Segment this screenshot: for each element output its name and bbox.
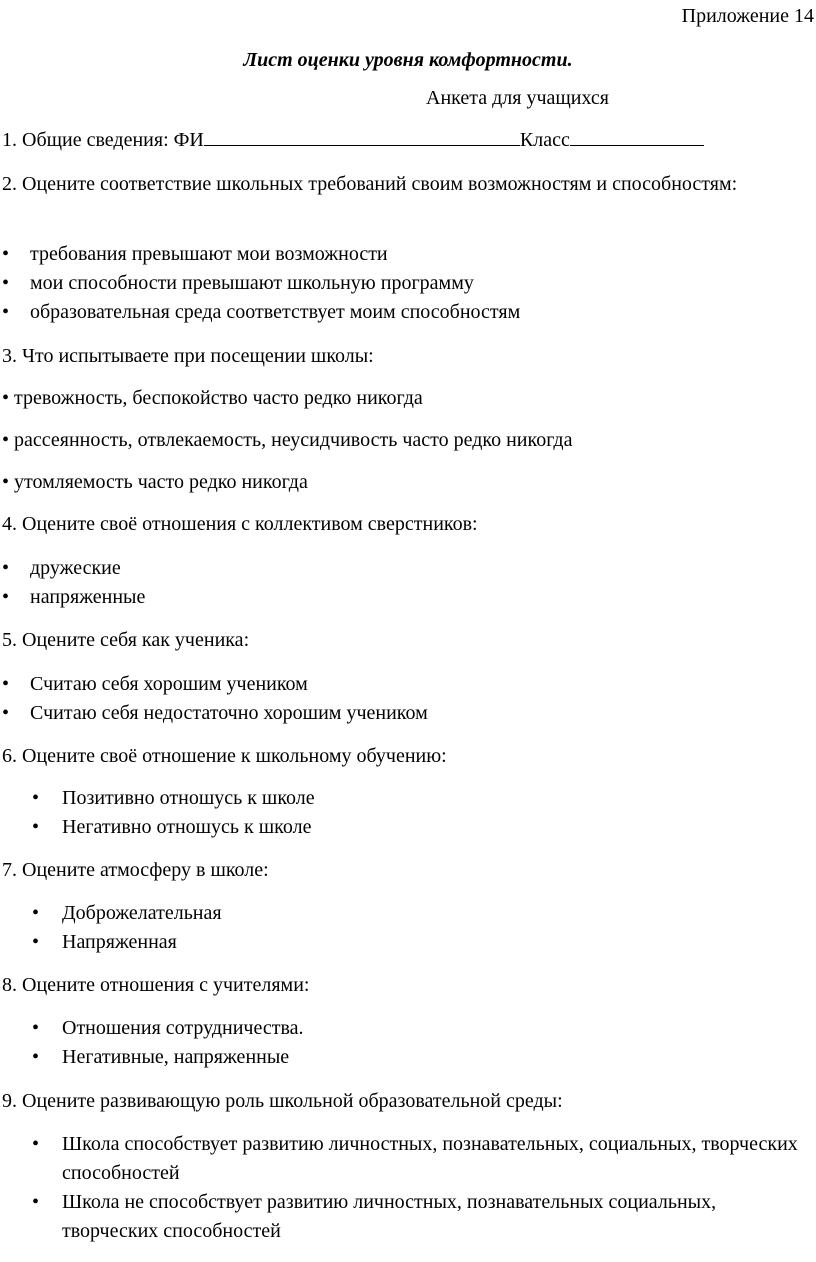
question-8-text: 8. Оцените отношения с учителями:: [2, 974, 310, 996]
question-8-options: [32, 1014, 802, 1072]
question-3-item-2: • рассеянность, отвлекаемость, неусидчивость часто редко никогда: [2, 429, 573, 451]
option-text: Напряженная: [62, 931, 177, 953]
question-2-text: 2. Оцените соответствие школьных требований своим возможностям и способностям:: [2, 173, 738, 195]
option-text: Негативно отношусь к школе: [62, 816, 312, 838]
bullet-icon: •: [32, 1191, 40, 1213]
list-item[interactable]: [32, 928, 802, 957]
option-text: Школа способствует развитию личностных, познавательных, социальных, творческих способностей: [62, 1133, 798, 1184]
option-text: напряженные: [30, 586, 146, 608]
bullet-icon: •: [32, 931, 40, 953]
bullet-icon: •: [32, 816, 40, 838]
question-1-text: 1. Общие сведения: ФИ: [2, 129, 204, 151]
document-subtitle: Анкета для учащихся: [426, 87, 609, 109]
bullet-icon: •: [2, 557, 10, 579]
bullet-icon: •: [2, 586, 10, 608]
question-1: [2, 126, 704, 155]
option-text: дружеские: [30, 557, 121, 579]
option-text: Считаю себя хорошим учеником: [30, 673, 308, 695]
list-item[interactable]: [32, 1130, 802, 1188]
bullet-icon: •: [32, 1046, 40, 1068]
list-item[interactable]: [32, 813, 802, 842]
class-label: Класс: [519, 129, 570, 151]
class-field-line[interactable]: [570, 127, 704, 146]
question-3-text: 3. Что испытываете при посещении школы:: [2, 345, 374, 367]
bullet-icon: •: [2, 702, 10, 724]
bullet-icon: •: [2, 243, 10, 265]
list-item[interactable]: [32, 784, 802, 813]
bullet-icon: •: [2, 301, 10, 323]
name-field-line[interactable]: [204, 127, 520, 146]
question-3-item-1: • тревожность, беспокойство часто редко никогда: [2, 387, 423, 409]
option-text: Считаю себя недостаточно хорошим учеником: [30, 702, 428, 724]
question-6-options: [32, 784, 802, 842]
question-5-options: [2, 670, 802, 728]
bullet-icon: •: [32, 1017, 40, 1039]
list-item[interactable]: [2, 699, 802, 728]
list-item[interactable]: [2, 240, 802, 269]
option-text: Отношения сотрудничества.: [62, 1017, 304, 1039]
list-item[interactable]: [2, 583, 802, 612]
question-4-text: 4. Оцените своё отношения с коллективом сверстников:: [2, 513, 478, 535]
appendix-label: Приложение 14: [681, 5, 814, 27]
option-text: Негативные, напряженные: [62, 1046, 290, 1068]
document-title: Лист оценки уровня комфортности.: [243, 49, 573, 71]
question-6-text: 6. Оцените своё отношение к школьному обучению:: [2, 745, 447, 767]
question-7-text: 7. Оцените атмосферу в школе:: [2, 859, 269, 881]
option-text: мои способности превышают школьную программу: [30, 272, 474, 294]
question-7-options: [32, 899, 802, 957]
list-item[interactable]: [2, 554, 802, 583]
bullet-icon: •: [32, 902, 40, 924]
question-3-item-3: • утомляемость часто редко никогда: [2, 471, 308, 493]
option-text: Школа не способствует развитию личностных, познавательных социальных, творческих способностей: [62, 1191, 717, 1242]
list-item[interactable]: [32, 899, 802, 928]
question-4-options: [2, 554, 802, 612]
bullet-icon: •: [2, 673, 10, 695]
list-item[interactable]: [2, 670, 802, 699]
question-5-text: 5. Оцените себя как ученика:: [2, 629, 250, 651]
option-text: образовательная среда соответствует моим способностям: [30, 301, 521, 323]
list-item[interactable]: [32, 1188, 802, 1246]
question-9-options: [32, 1130, 802, 1246]
option-text: Позитивно отношусь к школе: [62, 787, 315, 809]
option-text: Доброжелательная: [62, 902, 222, 924]
list-item[interactable]: [2, 269, 802, 298]
list-item[interactable]: [32, 1014, 802, 1043]
bullet-icon: •: [32, 787, 40, 809]
option-text: требования превышают мои возможности: [30, 243, 388, 265]
bullet-icon: •: [2, 272, 10, 294]
bullet-icon: •: [32, 1133, 40, 1155]
list-item[interactable]: [32, 1043, 802, 1072]
question-2-options: [2, 240, 802, 327]
list-item[interactable]: [2, 298, 802, 327]
question-9-text: 9. Оцените развивающую роль школьной образовательной среды:: [2, 1090, 563, 1112]
